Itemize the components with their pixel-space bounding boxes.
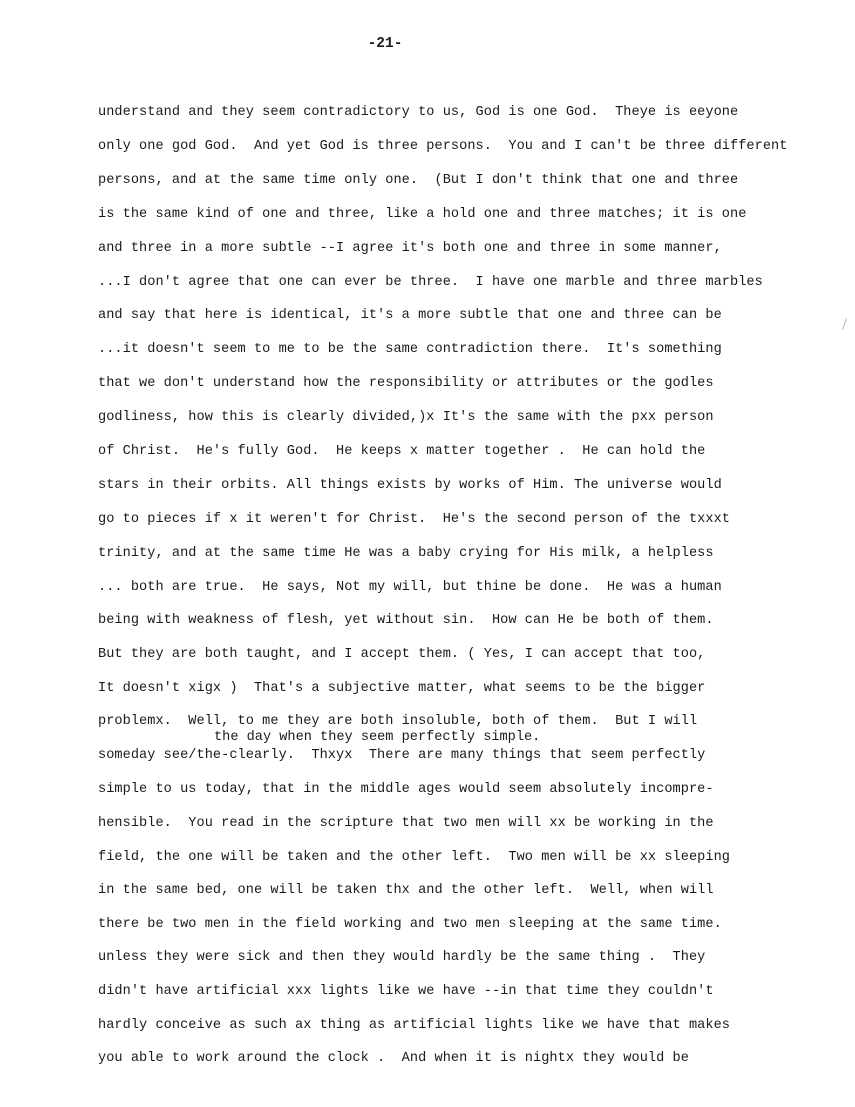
text-line: hensible. You read in the scripture that two men will xx be working in the [98, 816, 714, 831]
text-line: hardly conceive as such ax thing as artificial lights like we have that makes [98, 1018, 730, 1033]
text-line: that we don't understand how the responsibility or attributes or the godles [98, 376, 714, 391]
text-line: trinity, and at the same time He was a baby crying for His milk, a helpless [98, 546, 714, 561]
text-line: But they are both taught, and I accept them. ( Yes, I can accept that too, [98, 647, 706, 662]
text-line: of Christ. He's fully God. He keeps x matter together . He can hold the [98, 444, 706, 459]
text-line: simple to us today, that in the middle ages would seem absolutely incompre- [98, 782, 714, 797]
text-line: unless they were sick and then they would hardly be the same thing . They [98, 950, 706, 965]
text-line: problemx. Well, to me they are both insoluble, both of them. But I will [98, 714, 698, 729]
text-line: field, the one will be taken and the other left. Two men will be xx sleeping [98, 850, 730, 865]
text-line: ... both are true. He says, Not my will, but thine be done. He was a human [98, 580, 722, 595]
text-line: understand and they seem contradictory to us, God is one God. Theye is eeyone [98, 105, 739, 120]
text-line: go to pieces if x it weren't for Christ. He's the second person of the txxxt [98, 512, 730, 527]
text-line: being with weakness of flesh, yet without sin. How can He be both of them. [98, 613, 714, 628]
text-line: godliness, how this is clearly divided,)x It's the same with the pxx person [98, 410, 714, 425]
page-number: -21- [367, 36, 403, 52]
text-line: in the same bed, one will be taken thx and the other left. Well, when will [98, 883, 714, 898]
text-line: It doesn't xigx ) That's a subjective matter, what seems to be the bigger [98, 681, 706, 696]
text-line: persons, and at the same time only one. (But I don't think that one and three [98, 173, 739, 188]
text-line: you able to work around the clock . And when it is nightx they would be [98, 1051, 689, 1066]
text-line: didn't have artificial xxx lights like we have --in that time they couldn't [98, 984, 714, 999]
text-line: someday see/the-clearly. Thxyx There are many things that seem perfectly [98, 748, 706, 763]
interlinear-insertion: the day when they seem perfectly simple. [214, 730, 541, 745]
text-line: only one god God. And yet God is three persons. You and I can't be three different [98, 139, 788, 154]
text-line: and three in a more subtle --I agree it's both one and three in some manner, [98, 241, 722, 256]
text-line: ...I don't agree that one can ever be three. I have one marble and three marbles [98, 275, 763, 290]
text-line: ...it doesn't seem to me to be the same contradiction there. It's something [98, 342, 722, 357]
text-line: is the same kind of one and three, like a hold one and three matches; it is one [98, 207, 747, 222]
text-line: and say that here is identical, it's a more subtle that one and three can be [98, 308, 722, 323]
text-line: stars in their orbits. All things exists by works of Him. The universe would [98, 478, 722, 493]
text-line: there be two men in the field working and two men sleeping at the same time. [98, 917, 722, 932]
